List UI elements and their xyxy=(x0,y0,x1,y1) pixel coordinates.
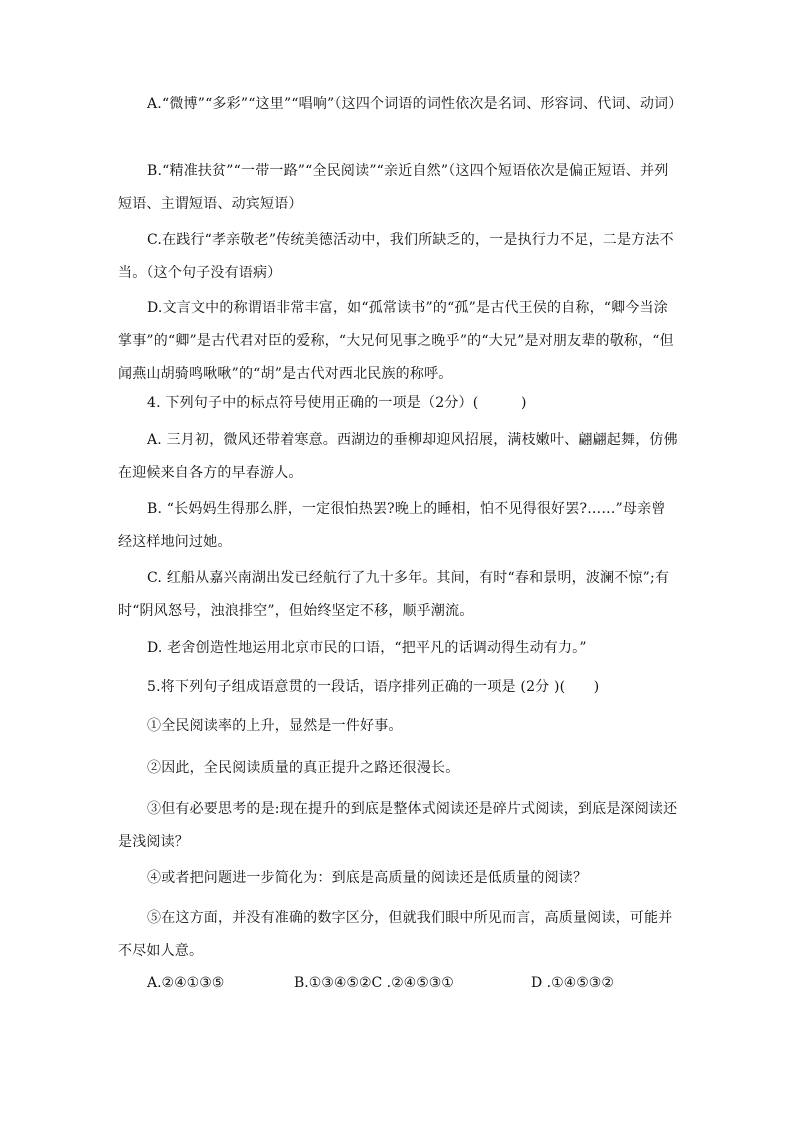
sentence-1: ①全民阅读率的上升，显然是一件好事。 xyxy=(147,718,403,734)
option-d-forms-of-address: D.文言文中的称谓语非常丰富，如“孤常读书”的“孤”是古代王侯的自称，“卿今当涂掌事”的“卿”是古代君对臣的爱称，“大兄何见事之晚乎”的“大兄”是对朋友辈的敬称，“但闻燕山胡骑鸣啾啾”的“胡”是古代对西北民族的称呼。 xyxy=(118,300,674,382)
question-4-prompt: 4. 下列句子中的标点符号使用正确的一项是（2分）( ) xyxy=(147,395,527,411)
question-4-option-c: C. 红船从嘉兴南湖出发已经航行了九十多年。其间，有时“春和景明，波澜不惊”;有时“阴风怒号，浊浪排空”，但始终坚定不移，顺乎潮流。 xyxy=(118,570,670,619)
option-a-word-classes: A.“微博”“多彩”“这里”“唱响”（这四个词语的词性依次是名词、形容词、代词、动词） xyxy=(147,96,683,112)
sentence-4: ④或者把问题进一步简化为：到底是高质量的阅读还是低质量的阅读？ xyxy=(147,870,588,886)
sentence-2: ②因此，全民阅读质量的真正提升之路还很漫长。 xyxy=(147,760,460,776)
question-5-prompt: 5.将下列句子组成语意贯的一段话，语序排列正确的一项是 (2分 )( ) xyxy=(147,679,600,695)
question-4-option-b: B. “长妈妈生得那么胖，一定很怕热罢?晚上的睡相，怕不见得很好罢?……”母亲曾经这样地问过她。 xyxy=(118,501,666,550)
answer-option-b-c: B.①③④⑤②C .②④⑤③① xyxy=(294,975,454,991)
sentence-3: ③但有必要思考的是:现在提升的到底是整体式阅读还是碎片式阅读，到底是深阅读还是浅阅读？ xyxy=(118,801,678,850)
option-c-sentence-error: C.在践行“孝亲敬老”传统美德活动中，我们所缺乏的，一是执行力不足，二是方法不当。（这个句子没有语病） xyxy=(118,232,674,281)
question-4-option-d: D. 老舍创造性地运用北京市民的口语，“把平凡的话调动得生动有力。” xyxy=(147,640,587,656)
question-5-answer-options xyxy=(147,975,667,999)
answer-option-a: A.②④①③⑤ xyxy=(147,975,225,991)
question-4-option-a: A. 三月初，微风还带着寒意。西湖边的垂柳却迎风招展，满枝嫩叶、翩翩起舞，仿佛在迎候来自各方的早春游人。 xyxy=(118,432,678,481)
answer-option-d: D .①④⑤③② xyxy=(531,975,614,991)
sentence-5: ⑤在这方面，并没有准确的数字区分，但就我们眼中所见而言，高质量阅读，可能并不尽如人意。 xyxy=(118,910,673,959)
option-b-phrase-types: B.“精准扶贫”“一带一路”“全民阅读”“亲近自然”（这四个短语依次是偏正短语、并列短语、主谓短语、动宾短语） xyxy=(118,163,669,212)
